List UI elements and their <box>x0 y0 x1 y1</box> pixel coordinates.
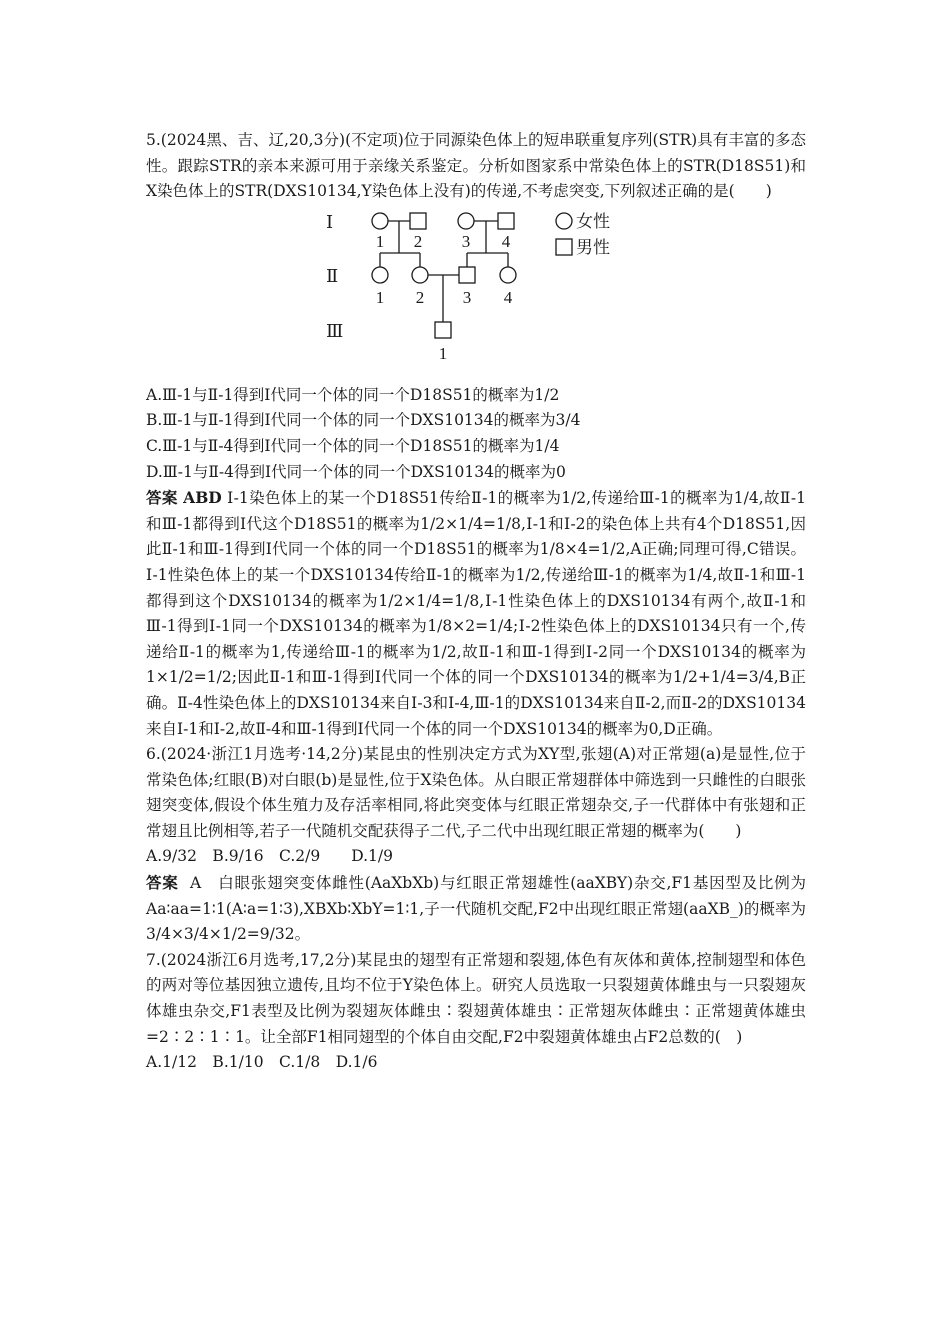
q5-stem: 5.(2024黑、吉、辽,20,3分)(不定项)位于同源染色体上的短串联重复序列(STR)具有丰富的多态性。跟踪STR的亲本来源可用于亲缘关系鉴定。分析如图家系中常染色体上的STR(D18S51)和X染色体上的STR(DXS10134,Y染色体上没有)的传递,不考虑突变,下列叙述正确的是( ) <box>146 131 806 201</box>
I-1-female-symbol <box>372 213 388 229</box>
I-3-female-symbol <box>458 213 474 229</box>
legend-male-icon <box>556 239 572 255</box>
legend-female-label: 女性 <box>576 211 610 232</box>
q5-option-b: B.Ⅲ-1与Ⅱ-1得到Ⅰ代同一个体的同一个DXS10134的概率为3/4 <box>146 411 581 430</box>
q5-option-a: A.Ⅲ-1与Ⅱ-1得到Ⅰ代同一个体的同一个D18S51的概率为1/2 <box>146 385 560 404</box>
III-1-male-symbol <box>435 322 451 338</box>
q6-answer-key: A <box>189 874 202 893</box>
q6-genotype-male: aaXBY <box>576 874 628 893</box>
I-4-number: 4 <box>501 231 511 251</box>
I-2-male-symbol <box>410 213 426 229</box>
gen-label-III: Ⅲ <box>326 320 344 341</box>
II-3-number: 3 <box>462 287 472 307</box>
legend-female-icon <box>556 213 572 229</box>
III-1-number: 1 <box>438 343 448 363</box>
gen-label-I: Ⅰ <box>326 211 334 232</box>
II-3-male-symbol <box>459 267 475 283</box>
q5-explanation: Ⅰ-1染色体上的某一个D18S51传给Ⅱ-1的概率为1/2,传递给Ⅲ-1的概率为1/4,故Ⅱ-1和Ⅲ-1都得到Ⅰ代这个D18S51的概率为1/2×1/4=1/8,Ⅰ-1和Ⅰ-2的染色体上共有4个D18S51,因此Ⅱ-1和Ⅲ-1得到Ⅰ代同一个体的同一个D18S51的概率为1/8×4=1/2,A正确;同理可得,C错误。Ⅰ-1性染色体上的某一个DXS10134传给Ⅱ-1的概率为1/2,传递给Ⅲ-1的概率为1/4,故Ⅱ-1和Ⅲ-1都得到这个DXS10134的概率为1/2×1/4=1/8,Ⅰ-1性染色体上的DXS10134有两个,故Ⅱ-1和Ⅲ-1得到Ⅰ-1同一个DXS10134的概率为1/8×2=1/4;Ⅰ-2性染色体上的DXS10134只有一个,传递给Ⅱ-1的概率为1,传递给Ⅲ-1的概率为1/2,故Ⅱ-1和Ⅲ-1得到Ⅰ-2同一个DXS10134的概率为1×1/2=1/2;因此Ⅱ-1和Ⅲ-1得到Ⅰ代同一个体的同一个DXS10134的概率为1/2+1/4=3/4,B正确。Ⅱ-4性染色体上的DXS10134来自Ⅰ-3和Ⅰ-4,Ⅲ-1的DXS10134来自Ⅱ-2,而Ⅱ-2的DXS10134来自Ⅰ-1和Ⅰ-2,故Ⅱ-4和Ⅲ-1得到Ⅰ代同一个体的同一个DXS10134的概率为0,D正确。 <box>146 489 806 738</box>
I-2-number: 2 <box>413 231 423 251</box>
q7-stem: 7.(2024浙江6月选考,17,2分)某昆虫的翅型有正常翅和裂翅,体色有灰体和黄体,控制翅型和体色的两对等位基因独立遗传,且均不位于Y染色体上。研究人员选取一只裂翅黄体雌虫与一只裂翅灰体雄虫杂交,F1表型及比例为裂翅灰体雌虫∶裂翅黄体雄虫∶正常翅灰体雌虫∶正常翅黄体雄虫=2∶2∶1∶1。让全部F1相同翅型的个体自由交配,F2中裂翅黄体雄虫占F2总数的( ) <box>146 950 806 1046</box>
content-column <box>146 128 806 1076</box>
legend-male-label: 男性 <box>576 237 610 258</box>
II-4-female-symbol <box>500 267 516 283</box>
pedigree-figure <box>146 207 806 377</box>
q6-answer <box>146 870 806 948</box>
q6-genotype-female: AaXbXb <box>370 874 434 893</box>
II-2-number: 2 <box>415 287 425 307</box>
II-1-number: 1 <box>375 287 385 307</box>
I-3-number: 3 <box>461 231 471 251</box>
q5-answer-label: 答案 <box>146 488 178 508</box>
q5-answer <box>146 485 806 742</box>
q6-answer-label: 答案 <box>146 873 179 893</box>
q6-explanation-part3: )杂交,F1基因型及比例为Aa∶aa=1∶1(A∶a=1∶3),XBXb∶XbY=1∶1,子一代随机交配,F2中出现红眼正常翅(aaXB_)的概率为3/4×3/4×1/2=9/32。 <box>146 874 806 944</box>
q5-answer-key: ABD <box>183 488 222 508</box>
I-4-male-symbol <box>498 213 514 229</box>
q6-options: A.9/32 B.9/16 C.2/9 D.1/9 <box>146 847 393 866</box>
q6-stem: 6.(2024·浙江1月选考·14,2分)某昆虫的性别决定方式为XY型,张翅(A)对正常翅(a)是显性,位于常染色体;红眼(B)对白眼(b)是显性,位于X染色体。从白眼正常翅群体中筛选到一只雌性的白眼张翅突变体,假设个体生殖力及存活率相同,将此突变体与红眼正常翅杂交,子一代群体中有张翅和正常翅且比例相等,若子一代随机交配获得子二代,子二代中出现红眼正常翅的概率为( ) <box>146 745 806 840</box>
pedigree-diagram <box>326 207 806 377</box>
II-4-number: 4 <box>503 287 513 307</box>
II-2-female-symbol <box>412 267 428 283</box>
q7-options: A.1/12 B.1/10 C.1/8 D.1/6 <box>146 1053 378 1072</box>
q5-option-c: C.Ⅲ-1与Ⅱ-4得到Ⅰ代同一个体的同一个D18S51的概率为1/4 <box>146 436 560 455</box>
I-1-number: 1 <box>375 231 385 251</box>
q6-explanation-part2: )与红眼正常翅雄性( <box>433 874 577 893</box>
q6-explanation-part1: 白眼张翅突变体雌性( <box>218 874 371 893</box>
II-1-female-symbol <box>372 267 388 283</box>
q5-option-d: D.Ⅲ-1与Ⅱ-4得到Ⅰ代同一个体的同一个DXS10134的概率为0 <box>146 462 566 481</box>
gen-label-II: Ⅱ <box>326 265 339 286</box>
